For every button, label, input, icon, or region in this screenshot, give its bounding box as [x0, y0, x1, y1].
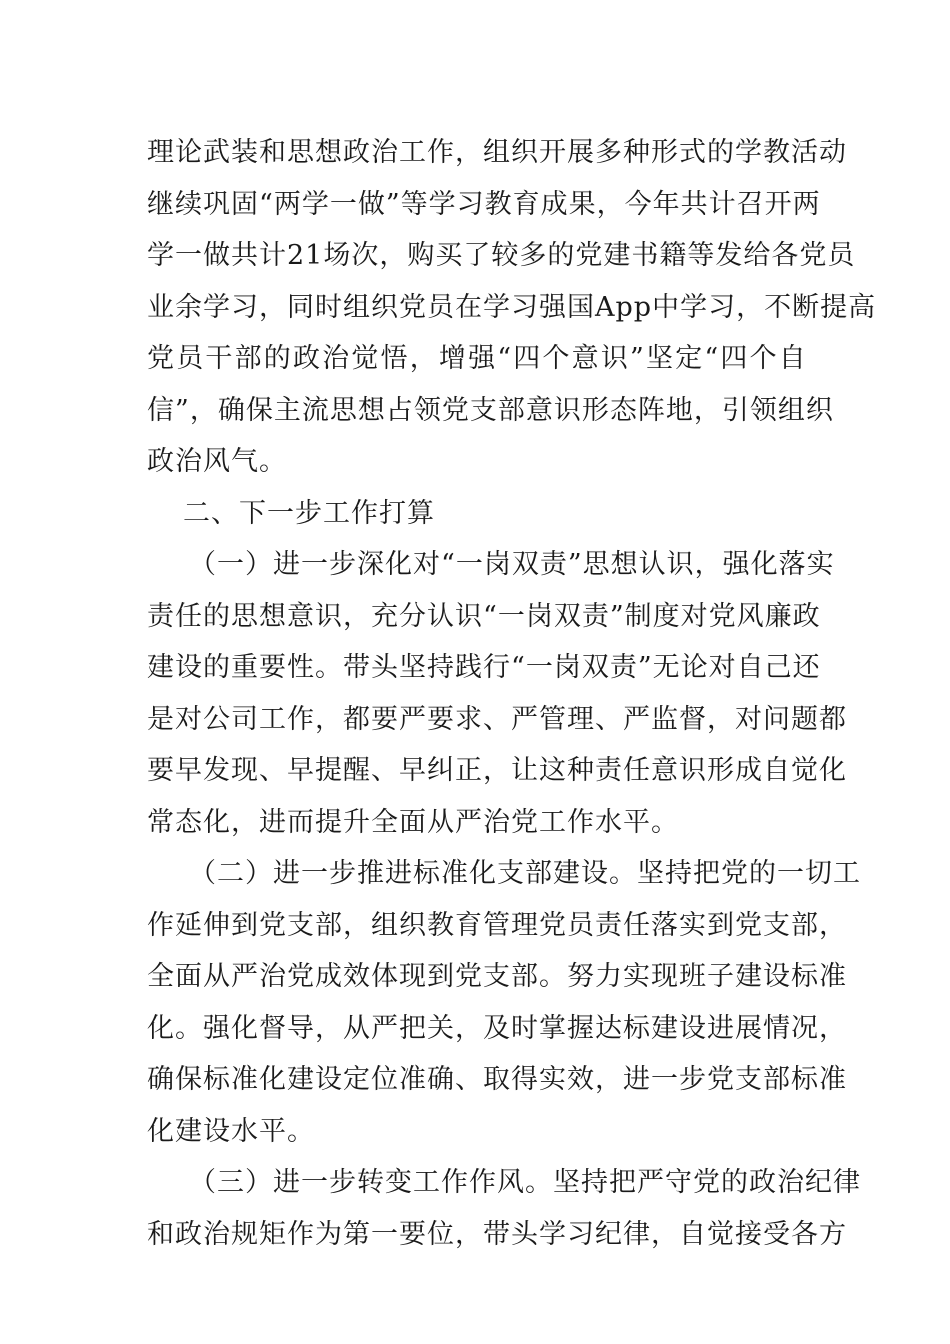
- body-line: 作 延 伸 到 党 支 部 ， 组 织 教 育 管 理 党 员 责 任 落 实 到 党 支 部 ，: [147, 909, 847, 941]
- body-line: 化建设水平。: [147, 1115, 315, 1147]
- body-line: 责 任 的 思 想 意 识 ， 充 分 认 识 “ 一 岗 双 责 ” 制 度 对 党 风 廉 政: [147, 600, 821, 632]
- body-line: 党 员 干 部 的 政 治 觉 悟 ， 增 强 “ 四 个 意 识 ” 坚 定 “ 四 个 自: [147, 343, 807, 374]
- body-line: 要 早 发 现 、 早 提 醒 、 早 纠 正 ， 让 这 种 责 任 意 识 形 成 自 觉 化: [147, 755, 847, 786]
- body-line: 确 保 标 准 化 建 设 定 位 准 确 、 取 得 实 效 ， 进 一 步 党 支 部 标 准: [147, 1064, 847, 1095]
- body-line: 业 余 学 习 ， 同 时 组 织 党 员 在 学 习 强 国 App 中 学 习 ， 不 断 提 高: [147, 291, 877, 323]
- body-line: 化 。 强 化 督 导 ， 从 严 把 关 ， 及 时 掌 握 达 标 建 设 进 展 情 况 ，: [147, 1012, 847, 1044]
- body-line: 是 对 公 司 工 作 ， 都 要 严 要 求 、 严 管 理 、 严 监 督 ， 对 问 题 都: [147, 703, 847, 735]
- paragraph-first-line: （ 三 ） 进 一 步 转 变 工 作 作 风 。 坚 持 把 严 守 党 的 政 治 纪 律: [189, 1167, 861, 1198]
- body-line: 信 ” ， 确 保 主 流 思 想 占 领 党 支 部 意 识 形 态 阵 地 ， 引 领 组 织: [147, 394, 834, 426]
- paragraph-first-line: （ 一 ） 进 一 步 深 化 对 “ 一 岗 双 责 ” 思 想 认 识 ， 强 化 落 实: [189, 549, 835, 580]
- document-body: [147, 132, 877, 1265]
- paragraph-first-line: （ 二 ） 进 一 步 推 进 标 准 化 支 部 建 设 。 坚 持 把 党 的 一 切 工: [189, 858, 861, 889]
- body-line: 学 一 做 共 计 21 场 次 ， 购 买 了 较 多 的 党 建 书 籍 等 发 给 各 党 员: [147, 240, 856, 271]
- body-line: 政治风气。: [147, 446, 287, 477]
- body-line: 继 续 巩 固 “ 两 学 一 做 ” 等 学 习 教 育 成 果 ， 今 年 共 计 召 开 两: [147, 188, 821, 220]
- body-line: 建 设 的 重 要 性 。 带 头 坚 持 践 行 “ 一 岗 双 责 ” 无 论 对 自 己 还: [147, 652, 821, 683]
- body-line: 理 论 武 装 和 思 想 政 治 工 作 ， 组 织 开 展 多 种 形 式 的 学 教 活 动: [147, 137, 847, 168]
- body-line: 全 面 从 严 治 党 成 效 体 现 到 党 支 部 。 努 力 实 现 班 子 建 设 标 准: [147, 961, 847, 992]
- section-heading: 二、下一步工作打算: [183, 497, 435, 529]
- body-line: 常态化，进而提升全面从严治党工作水平。: [147, 806, 679, 838]
- body-line: 和 政 治 规 矩 作 为 第 一 要 位 ， 带 头 学 习 纪 律 ， 自 觉 接 受 各 方: [147, 1218, 847, 1250]
